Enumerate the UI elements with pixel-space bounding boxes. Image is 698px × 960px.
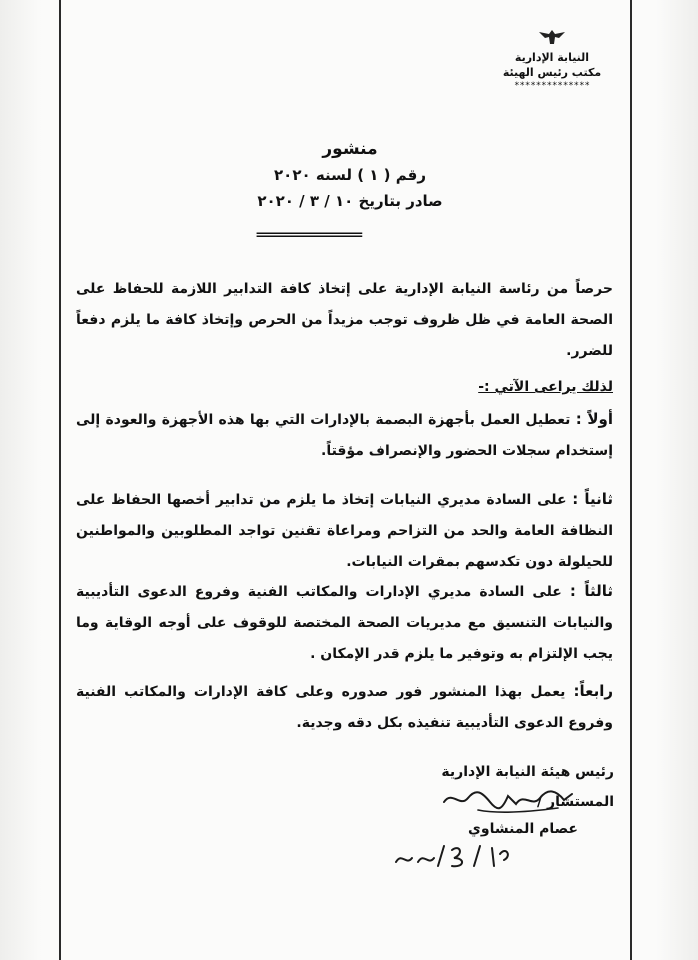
eagle-emblem-icon (535, 28, 569, 46)
item-lead: أولاً : (575, 410, 613, 428)
circular-title-block (240, 136, 460, 214)
letterhead (492, 28, 612, 92)
handwritten-signature (438, 782, 578, 816)
signatory-title: المستشار / (537, 794, 614, 810)
signatory-name: عصام المنشاوي (468, 821, 578, 837)
consider-heading: لذلك يراعى الآتي :- (478, 379, 613, 395)
item-lead: رابعاً: (573, 682, 613, 700)
item-text: تعطيل العمل بأجهزة البصمة بالإدارات التي بها هذه الأجهزة والعودة إلى إستخدام سجلات الحضور والإنصراف مؤقتاً. (76, 412, 613, 459)
list-item (76, 484, 613, 578)
item-lead: ثالثاً : (569, 582, 613, 600)
right-margin-line (630, 0, 632, 960)
org-name: النيابة الإدارية (514, 51, 590, 64)
circular-date: صادر بتاريخ ١٠ / ٣ / ٢٠٢٠ (257, 192, 443, 210)
title-separator: ================== (256, 228, 361, 242)
office-name: مكتب رئيس الهيئة (502, 66, 602, 79)
intro-paragraph: حرصاً من رئاسة النيابة الإدارية على إتخاذ كافة التدابير اللازمة للحفاظ على الصحة العامة في ظل ظروف توجب مزيداً من الحرص وإتخاذ كافة ما يلزم دفعاً للضرر. (76, 281, 613, 359)
handwritten-date (388, 838, 538, 872)
item-text: على السادة مديري النيابات إتخاذ ما يلزم من تدابير أخصها الحفاظ على النظافة العامة والحد من التزاحم ومراعاة تقنين تواجد المطلوبين والمواطنين للحيلولة دون تكدسهم بمقرات النيابات. (76, 492, 613, 570)
left-margin-line (59, 0, 61, 960)
circular-heading: منشور (322, 139, 378, 159)
list-item (76, 676, 613, 739)
circular-number: رقم ( ١ ) لسنه ٢٠٢٠ (274, 166, 426, 184)
signatory-role: رئيس هيئة النيابة الإدارية (441, 764, 614, 780)
item-lead: ثانياً : (572, 490, 613, 508)
item-text: يعمل بهذا المنشور فور صدوره وعلى كافة الإدارات والمكاتب الفنية وفروع الدعوى التأديبية تنفيذه بكل دقه وجدية. (76, 684, 613, 731)
list-item (76, 404, 613, 467)
header-stars: ************** (514, 81, 590, 91)
item-text: على السادة مديري الإدارات والمكاتب الفنية وفروع الدعوى التأديبية والنيابات التنسيق مع مديريات الصحة المختصة للوقوف على أوجه الوقاية وما يجب الإلتزام به وتوفير ما يلزم قدر الإمكان . (76, 584, 613, 662)
list-item (76, 576, 613, 670)
